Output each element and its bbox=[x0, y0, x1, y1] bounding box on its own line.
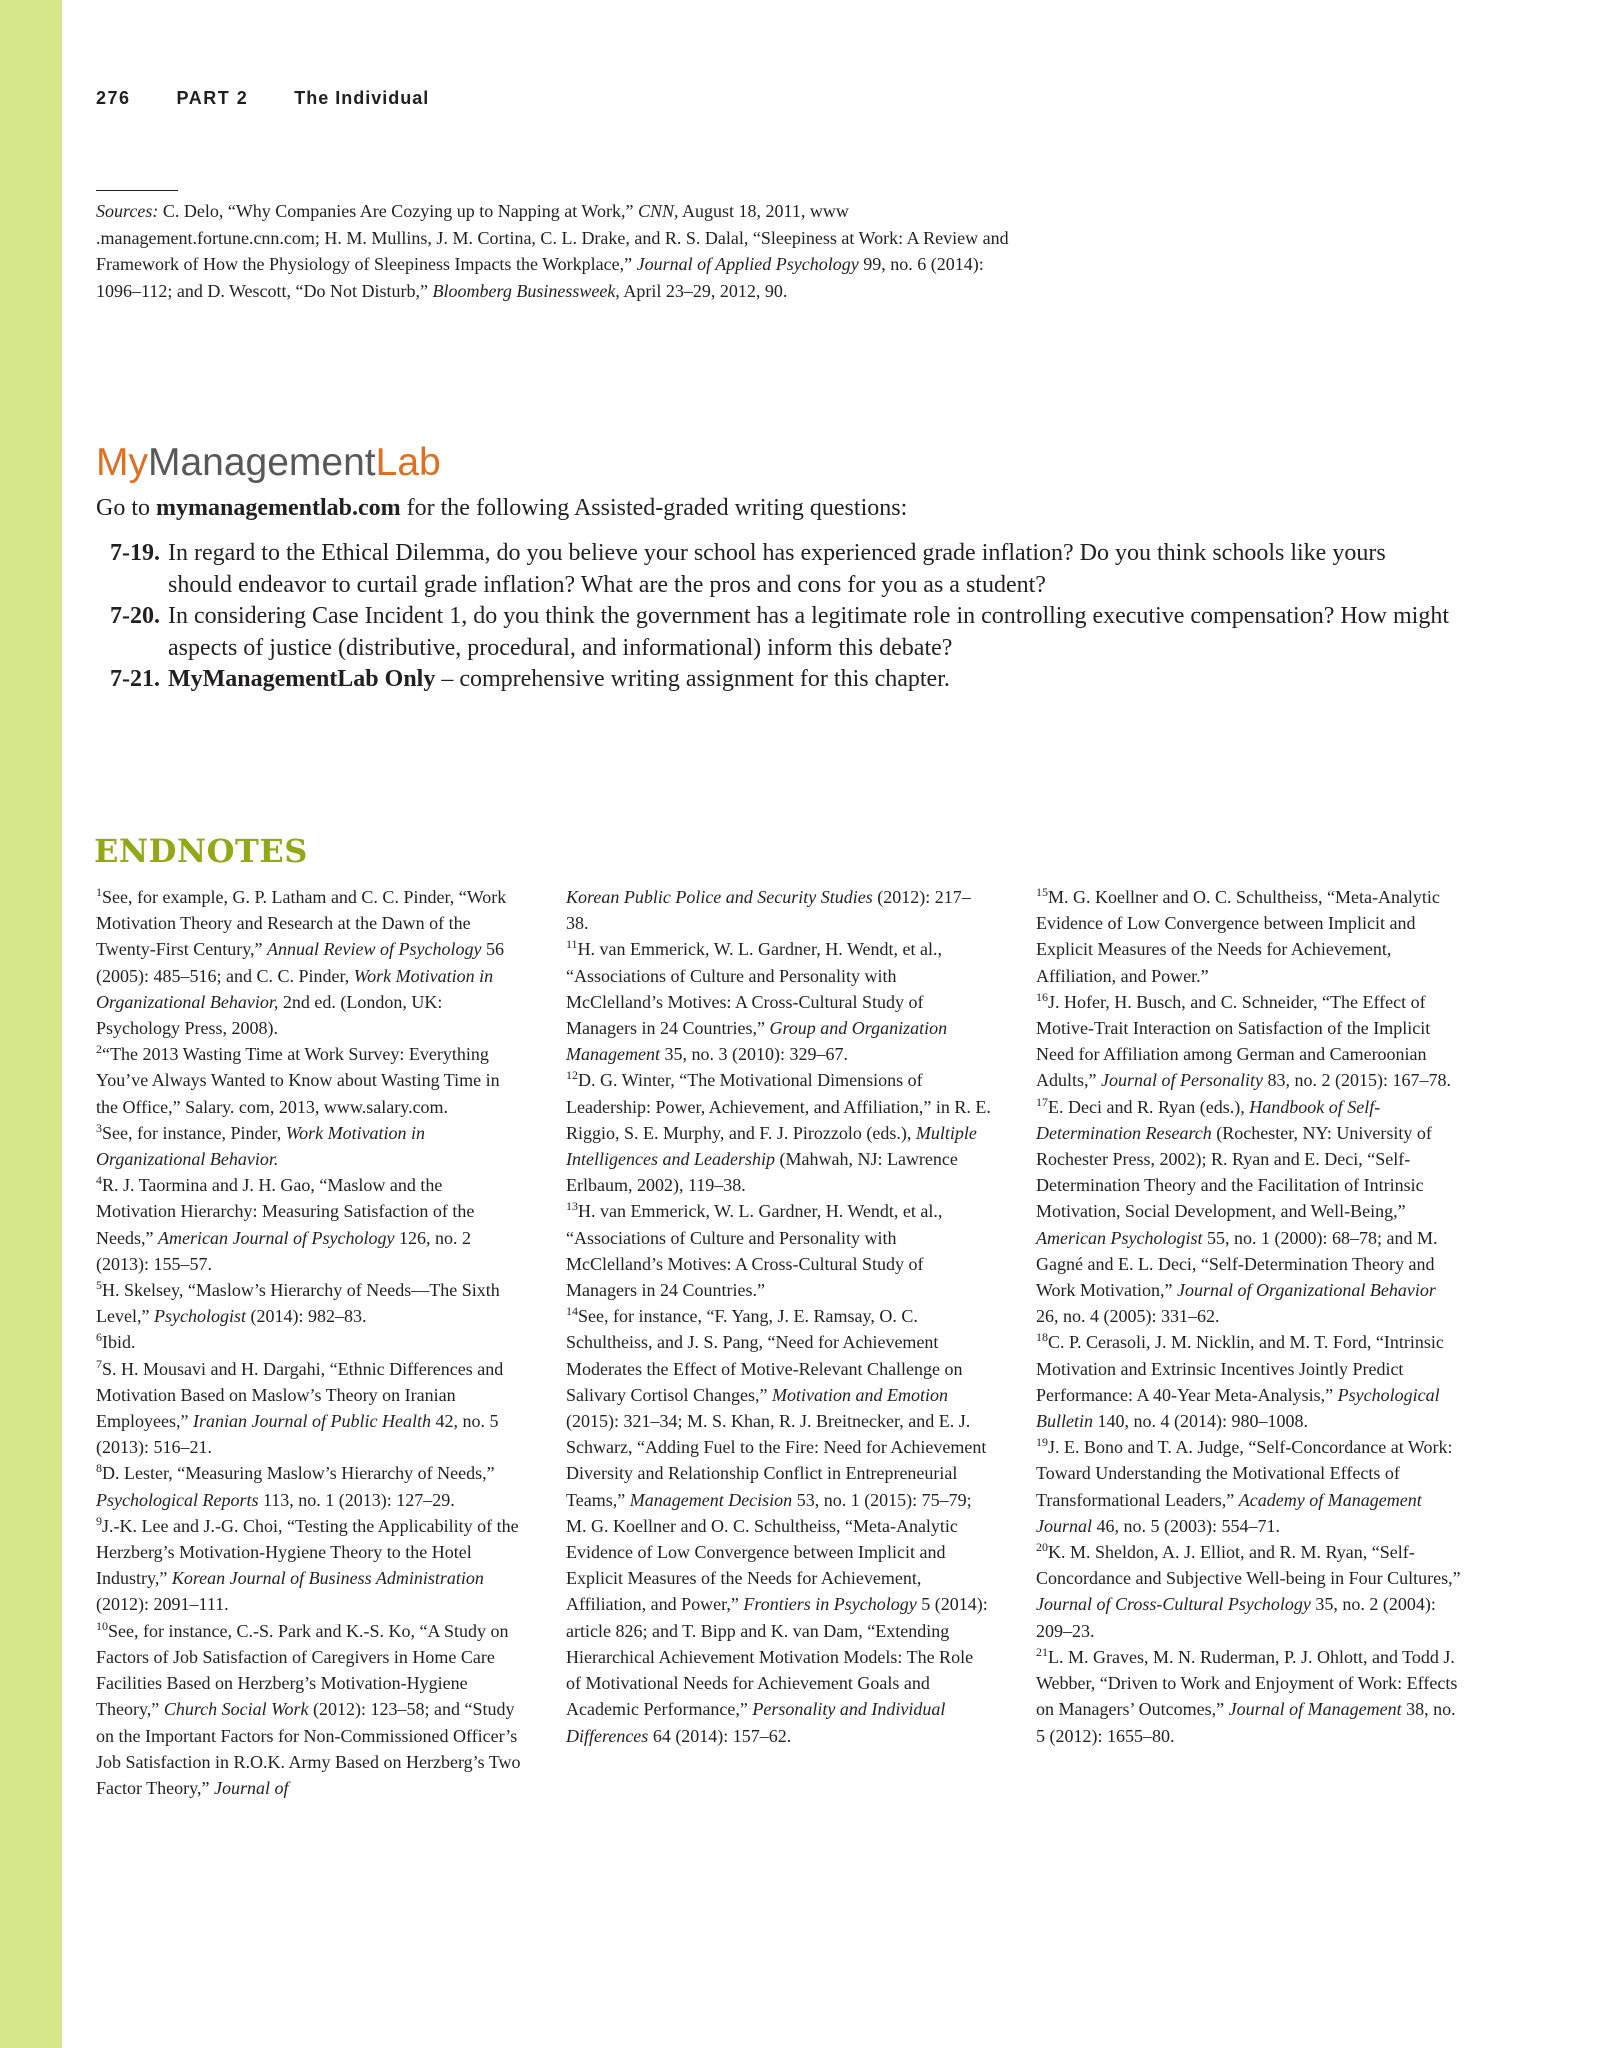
question-text: In considering Case Incident 1, do you think the government has a legitimate role in controlling executive compensation? How might aspects of justice (distributive, procedural, and informational) inform this debate? bbox=[168, 603, 1450, 661]
endnote-text: H. van Emmerick, W. L. Gardner, H. Wendt, et al., “Associations of Culture and Personality with McClelland’s Motives: A Cross-Cultural Study of Managers in 24 Countries.” bbox=[566, 1201, 943, 1301]
endnote-item bbox=[96, 1329, 522, 1355]
question-item bbox=[110, 538, 1450, 601]
endnote-item bbox=[1036, 1644, 1462, 1749]
endnote-number: 3 bbox=[96, 1120, 102, 1135]
endnote-text: K. M. Sheldon, A. J. Elliot, and R. M. Ryan, “Self-Concordance and Subjective Well-being in Four Cultures,” bbox=[1036, 1542, 1461, 1589]
endnote-text: 42, no. 5 (2013): 516–21. bbox=[96, 1411, 499, 1458]
endnote-number: 2 bbox=[96, 1042, 102, 1057]
endnote-number: 18 bbox=[1036, 1330, 1048, 1345]
endnote-item bbox=[96, 1041, 522, 1120]
endnote-title: Work Motivation in Organizational Behavior. bbox=[96, 1122, 426, 1170]
endnote-title: Work Motivation in Organizational Behavior, bbox=[96, 965, 494, 1012]
endnote-title: Frontiers in Psychology bbox=[743, 1594, 917, 1615]
sources-note bbox=[96, 198, 1010, 304]
endnote-text: 2nd ed. (London, UK: Psychology Press, 2008). bbox=[96, 991, 443, 1039]
endnote-text: See, for instance, “F. Yang, J. E. Ramsay, O. C. Schultheiss, and J. S. Pang, “Need for Achievement Moderates the Effect of Motive-Relevant Challenge on Salivary Cortisol Changes,” bbox=[566, 1306, 963, 1405]
endnotes-column-3 bbox=[1036, 884, 1462, 1749]
endnote-text: 83, no. 2 (2015): 167–78. bbox=[1262, 1070, 1451, 1091]
endnote-text: (Mahwah, NJ: Lawrence Erlbaum, 2002), 119–38. bbox=[566, 1149, 958, 1196]
sources-title: CNN, bbox=[637, 201, 679, 221]
endnote-item bbox=[96, 1513, 522, 1618]
section-title: The Individual bbox=[294, 88, 430, 108]
endnote-text: S. H. Mousavi and H. Dargahi, “Ethnic Differences and Motivation Based on Maslow’s Theory on Iranian Employees,” bbox=[96, 1358, 504, 1432]
endnote-title: Journal of Cross-Cultural Psychology bbox=[1036, 1594, 1311, 1615]
endnote-number: 1 bbox=[96, 885, 102, 899]
endnote-item bbox=[566, 1198, 992, 1303]
goto-instruction bbox=[96, 493, 907, 523]
endnote-title: Journal of Organizational Behavior bbox=[1177, 1280, 1436, 1301]
endnote-text: 35, no. 2 (2004): 209–23. bbox=[1036, 1594, 1436, 1641]
endnote-title: Korean Public Police and Security Studies bbox=[566, 887, 873, 907]
endnote-item bbox=[1036, 884, 1462, 989]
endnote-item bbox=[1036, 1539, 1462, 1644]
endnote-text: 53, no. 1 (2015): 75–79; M. G. Koellner and O. C. Schultheiss, “Meta-Analytic Evidence of Low Convergence between Implicit and Explicit Measures of the Needs for Achievement, Affiliation, and Power,” bbox=[566, 1489, 972, 1615]
endnote-number: 21 bbox=[1036, 1644, 1048, 1659]
endnote-text: (2012): 217–38. bbox=[566, 887, 971, 934]
endnotes-column-2 bbox=[566, 884, 992, 1749]
endnote-title: Journal of Management bbox=[1228, 1699, 1402, 1720]
endnote-text: D. Lester, “Measuring Maslow’s Hierarchy of Needs,” bbox=[102, 1463, 495, 1484]
endnote-text: 26, no. 4 (2005): 331–62. bbox=[1036, 1306, 1220, 1327]
sources-title: Bloomberg Businessweek, bbox=[432, 280, 620, 301]
endnote-item bbox=[1036, 989, 1462, 1094]
sources-text: C. Delo, “Why Companies Are Cozying up to Napping at Work,” bbox=[158, 201, 638, 221]
endnote-number: 16 bbox=[1036, 989, 1048, 1004]
endnote-text: 38, no. 5 (2012): 1655–80. bbox=[1036, 1699, 1456, 1746]
endnote-item bbox=[96, 884, 522, 1041]
goto-prefix: Go to bbox=[96, 495, 156, 521]
endnote-title: Journal of Personality bbox=[1101, 1070, 1263, 1091]
question-rest: – comprehensive writing assignment for this chapter. bbox=[435, 666, 950, 692]
page-edge-color-bar bbox=[0, 0, 62, 2048]
endnote-title: Psychologist bbox=[153, 1306, 246, 1327]
question-number: 7-20. bbox=[110, 603, 160, 629]
endnote-text: 55, no. 1 (2000): 68–78; and M. Gagné and E. L. Deci, “Self-Determination Theory and Work Motivation,” bbox=[1036, 1227, 1438, 1301]
endnotes-heading: ENDNOTES bbox=[94, 832, 308, 870]
endnote-text: 64 (2014): 157–62. bbox=[648, 1725, 792, 1746]
logo-management: Management bbox=[148, 441, 376, 484]
endnote-text: J. E. Bono and T. A. Judge, “Self-Concordance at Work: Toward Understanding the Motivational Effects of Transformational Leaders,” bbox=[1036, 1437, 1453, 1510]
endnote-text: J. Hofer, H. Busch, and C. Schneider, “The Effect of Motive-Trait Interaction on Satisfaction of the Implicit Need for Affiliation among German and Cameroonian Adults,” bbox=[1036, 991, 1431, 1091]
endnote-number: 17 bbox=[1036, 1094, 1048, 1109]
endnote-title: Psychological Bulletin bbox=[1036, 1384, 1440, 1432]
endnote-item bbox=[1036, 1434, 1462, 1539]
question-item bbox=[110, 664, 1450, 696]
endnote-title: Korean Journal of Business Administration bbox=[171, 1568, 484, 1589]
endnote-title: Management Decision bbox=[629, 1489, 793, 1510]
question-number: 7-21. bbox=[110, 666, 160, 692]
endnote-title: Annual Review of Psychology bbox=[267, 939, 482, 960]
endnote-text: 113, no. 1 (2013): 127–29. bbox=[258, 1489, 455, 1510]
endnote-text: 5 (2014): article 826; and T. Bipp and K. van Dam, “Extending Hierarchical Achievement Motivation Models: The Role of Motivational Needs for Achievement Goals and Academic Performance,” bbox=[566, 1594, 988, 1720]
endnote-item bbox=[96, 1277, 522, 1329]
endnote-item bbox=[96, 1618, 522, 1801]
endnote-title: Motivation and Emotion bbox=[771, 1384, 948, 1405]
endnote-item bbox=[1036, 1329, 1462, 1434]
page-number: 276 bbox=[96, 88, 131, 108]
endnote-text: See, for instance, Pinder, bbox=[102, 1122, 286, 1143]
endnote-text: (2015): 321–34; M. S. Khan, R. J. Breitnecker, and E. J. Schwarz, “Adding Fuel to the Fire: Need for Achievement Diversity and Relationship Conflict in Entrepreneurial Teams,” bbox=[566, 1411, 987, 1510]
endnote-number: 4 bbox=[96, 1173, 102, 1188]
endnote-text: R. J. Taormina and J. H. Gao, “Maslow and the Motivation Hierarchy: Measuring Satisfaction of the Needs,” bbox=[96, 1175, 475, 1248]
endnote-item bbox=[1036, 1094, 1462, 1330]
logo-my: My bbox=[96, 441, 148, 484]
endnote-number: 12 bbox=[566, 1068, 578, 1083]
endnote-title: Psychological Reports bbox=[96, 1489, 259, 1510]
endnote-item bbox=[96, 1172, 522, 1277]
writing-questions bbox=[110, 538, 1450, 696]
sources-rule bbox=[96, 190, 178, 191]
endnote-title: Iranian Journal of Public Health bbox=[192, 1411, 431, 1432]
endnote-text: D. G. Winter, “The Motivational Dimensions of Leadership: Power, Achievement, and Affiliation,” in R. E. Riggio, S. E. Murphy, and F. J. Pirozzolo (eds.), bbox=[566, 1070, 991, 1143]
sources-text: April 23–29, 2012, 90. bbox=[619, 280, 788, 301]
endnote-item bbox=[566, 884, 992, 936]
sources-label: Sources: bbox=[96, 201, 159, 221]
part-label: PART 2 bbox=[176, 88, 249, 108]
endnote-number: 5 bbox=[96, 1278, 102, 1293]
question-bold: MyManagementLab Only bbox=[168, 666, 436, 692]
endnote-title: Multiple Intelligences and Leadership bbox=[566, 1122, 977, 1170]
sources-title: Journal of Applied Psychology bbox=[636, 254, 859, 274]
endnote-title: Church Social Work bbox=[163, 1699, 309, 1720]
endnote-text: “The 2013 Wasting Time at Work Survey: Everything You’ve Always Wanted to Know about Wasting Time in the Office,” Salary. com, 2013, www.salary.com. bbox=[96, 1044, 500, 1117]
endnote-number: 14 bbox=[566, 1304, 578, 1319]
endnote-number: 19 bbox=[1036, 1435, 1048, 1450]
question-number: 7-19. bbox=[110, 540, 160, 566]
endnote-text: 56 (2005): 485–516; and C. C. Pinder, bbox=[96, 939, 504, 986]
endnote-number: 15 bbox=[1036, 885, 1048, 899]
endnote-text: 126, no. 2 (2013): 155–57. bbox=[96, 1227, 471, 1274]
endnote-item bbox=[566, 936, 992, 1067]
endnote-text: (2012): 2091–111. bbox=[96, 1594, 229, 1615]
endnote-text: H. van Emmerick, W. L. Gardner, H. Wendt, et al., “Associations of Culture and Personality with McClelland’s Motives: A Cross-Cultural Study of Managers in 24 Countries,” bbox=[566, 939, 942, 1039]
logo-lab: Lab bbox=[375, 441, 441, 484]
endnote-title: Journal of bbox=[213, 1777, 289, 1798]
endnote-number: 9 bbox=[96, 1513, 102, 1528]
goto-suffix: for the following Assisted-graded writing questions: bbox=[400, 495, 908, 521]
endnotes-column-1 bbox=[96, 884, 522, 1801]
endnote-item bbox=[566, 1067, 992, 1198]
sources-text: 99, no. 6 (2014): 1096–112; and D. Wescott, “Do Not Disturb,” bbox=[96, 254, 984, 301]
endnote-number: 6 bbox=[96, 1330, 102, 1345]
endnote-text: L. M. Graves, M. N. Ruderman, P. J. Ohlott, and Todd J. Webber, “Driven to Work and Enjoyment of Work: Effects on Managers’ Outcomes,” bbox=[1036, 1646, 1458, 1720]
endnote-title: Group and Organization Management bbox=[566, 1018, 948, 1065]
website-link[interactable]: mymanagementlab.com bbox=[156, 495, 401, 521]
endnote-text: 46, no. 5 (2003): 554–71. bbox=[1092, 1515, 1280, 1536]
endnote-number: 10 bbox=[96, 1618, 108, 1633]
mymanagementlab-logo bbox=[96, 438, 441, 488]
endnote-text: E. Deci and R. Ryan (eds.), bbox=[1048, 1096, 1250, 1117]
endnote-text: M. G. Koellner and O. C. Schultheiss, “Meta-Analytic Evidence of Low Convergence between Implicit and Explicit Measures of the Needs for Achievement, Affiliation, and Power.” bbox=[1036, 887, 1440, 986]
endnote-item bbox=[96, 1120, 522, 1172]
endnote-text: J.-K. Lee and J.-G. Choi, “Testing the Applicability of the Herzberg’s Motivation-Hygiene Theory to the Hotel Industry,” bbox=[96, 1515, 519, 1589]
endnote-number: 13 bbox=[566, 1199, 578, 1214]
endnote-title: Academy of Management Journal bbox=[1036, 1489, 1422, 1536]
question-text bbox=[168, 664, 1450, 696]
endnote-title: Handbook of Self-Determination Research bbox=[1036, 1096, 1381, 1143]
endnote-number: 20 bbox=[1036, 1540, 1048, 1555]
running-header bbox=[96, 88, 475, 109]
endnote-text: (Rochester, NY: University of Rochester Press, 2002); R. Ryan and E. Deci, “Self-Determination Theory and the Facilitation of Intrinsic Motivation, Social Development, and Well-Being,” bbox=[1036, 1122, 1432, 1222]
endnote-item bbox=[96, 1460, 522, 1512]
endnote-number: 11 bbox=[566, 937, 578, 952]
endnote-title: Personality and Individual Differences bbox=[566, 1699, 946, 1746]
endnote-text: Ibid. bbox=[102, 1332, 136, 1353]
endnote-item bbox=[566, 1303, 992, 1748]
endnote-number: 7 bbox=[96, 1356, 102, 1371]
endnote-text: 140, no. 4 (2014): 980–1008. bbox=[1093, 1411, 1308, 1432]
endnote-text: See, for instance, C.-S. Park and K.-S. Ko, “A Study on Factors of Job Satisfaction of Caregivers in Home Care Facilities Based on Herzberg’s Motivation-Hygiene Theory,” bbox=[96, 1620, 509, 1720]
endnote-title: American Journal of Psychology bbox=[157, 1227, 395, 1248]
question-text: In regard to the Ethical Dilemma, do you believe your school has experienced grade inflation? Do you think schools like yours should endeavor to curtail grade inflation? What are the pros and cons for you as a student? bbox=[168, 540, 1386, 598]
question-item bbox=[110, 601, 1450, 664]
endnote-text: See, for example, G. P. Latham and C. C. Pinder, “Work Motivation Theory and Research at the Dawn of the Twenty-First Century,” bbox=[96, 887, 507, 960]
endnote-text: C. P. Cerasoli, J. M. Nicklin, and M. T. Ford, “Intrinsic Motivation and Extrinsic Incentives Jointly Predict Performance: A 40-Year Meta-Analysis,” bbox=[1036, 1332, 1444, 1405]
endnote-text: H. Skelsey, “Maslow’s Hierarchy of Needs—The Sixth Level,” bbox=[96, 1280, 500, 1327]
endnote-text: 35, no. 3 (2010): 329–67. bbox=[659, 1044, 848, 1065]
endnote-number: 8 bbox=[96, 1461, 102, 1476]
sources-text: August 18, 2011, www .management.fortune.cnn.com; H. M. Mullins, J. M. Cortina, C. L. Drake, and R. S. Dalal, “Sleepiness at Work: A Review and Framework of How the Physiology of Sleepiness Impacts the Workplace,” bbox=[96, 201, 1009, 274]
endnote-item bbox=[96, 1356, 522, 1461]
endnote-text: (2012): 123–58; and “Study on the Important Factors for Non-Commissioned Officer’s Job Satisfaction in R.O.K. Army Based on Herzberg’s Two Factor Theory,” bbox=[96, 1699, 521, 1798]
endnote-text: (2014): 982–83. bbox=[245, 1306, 367, 1327]
endnote-title: American Psychologist bbox=[1036, 1227, 1203, 1248]
